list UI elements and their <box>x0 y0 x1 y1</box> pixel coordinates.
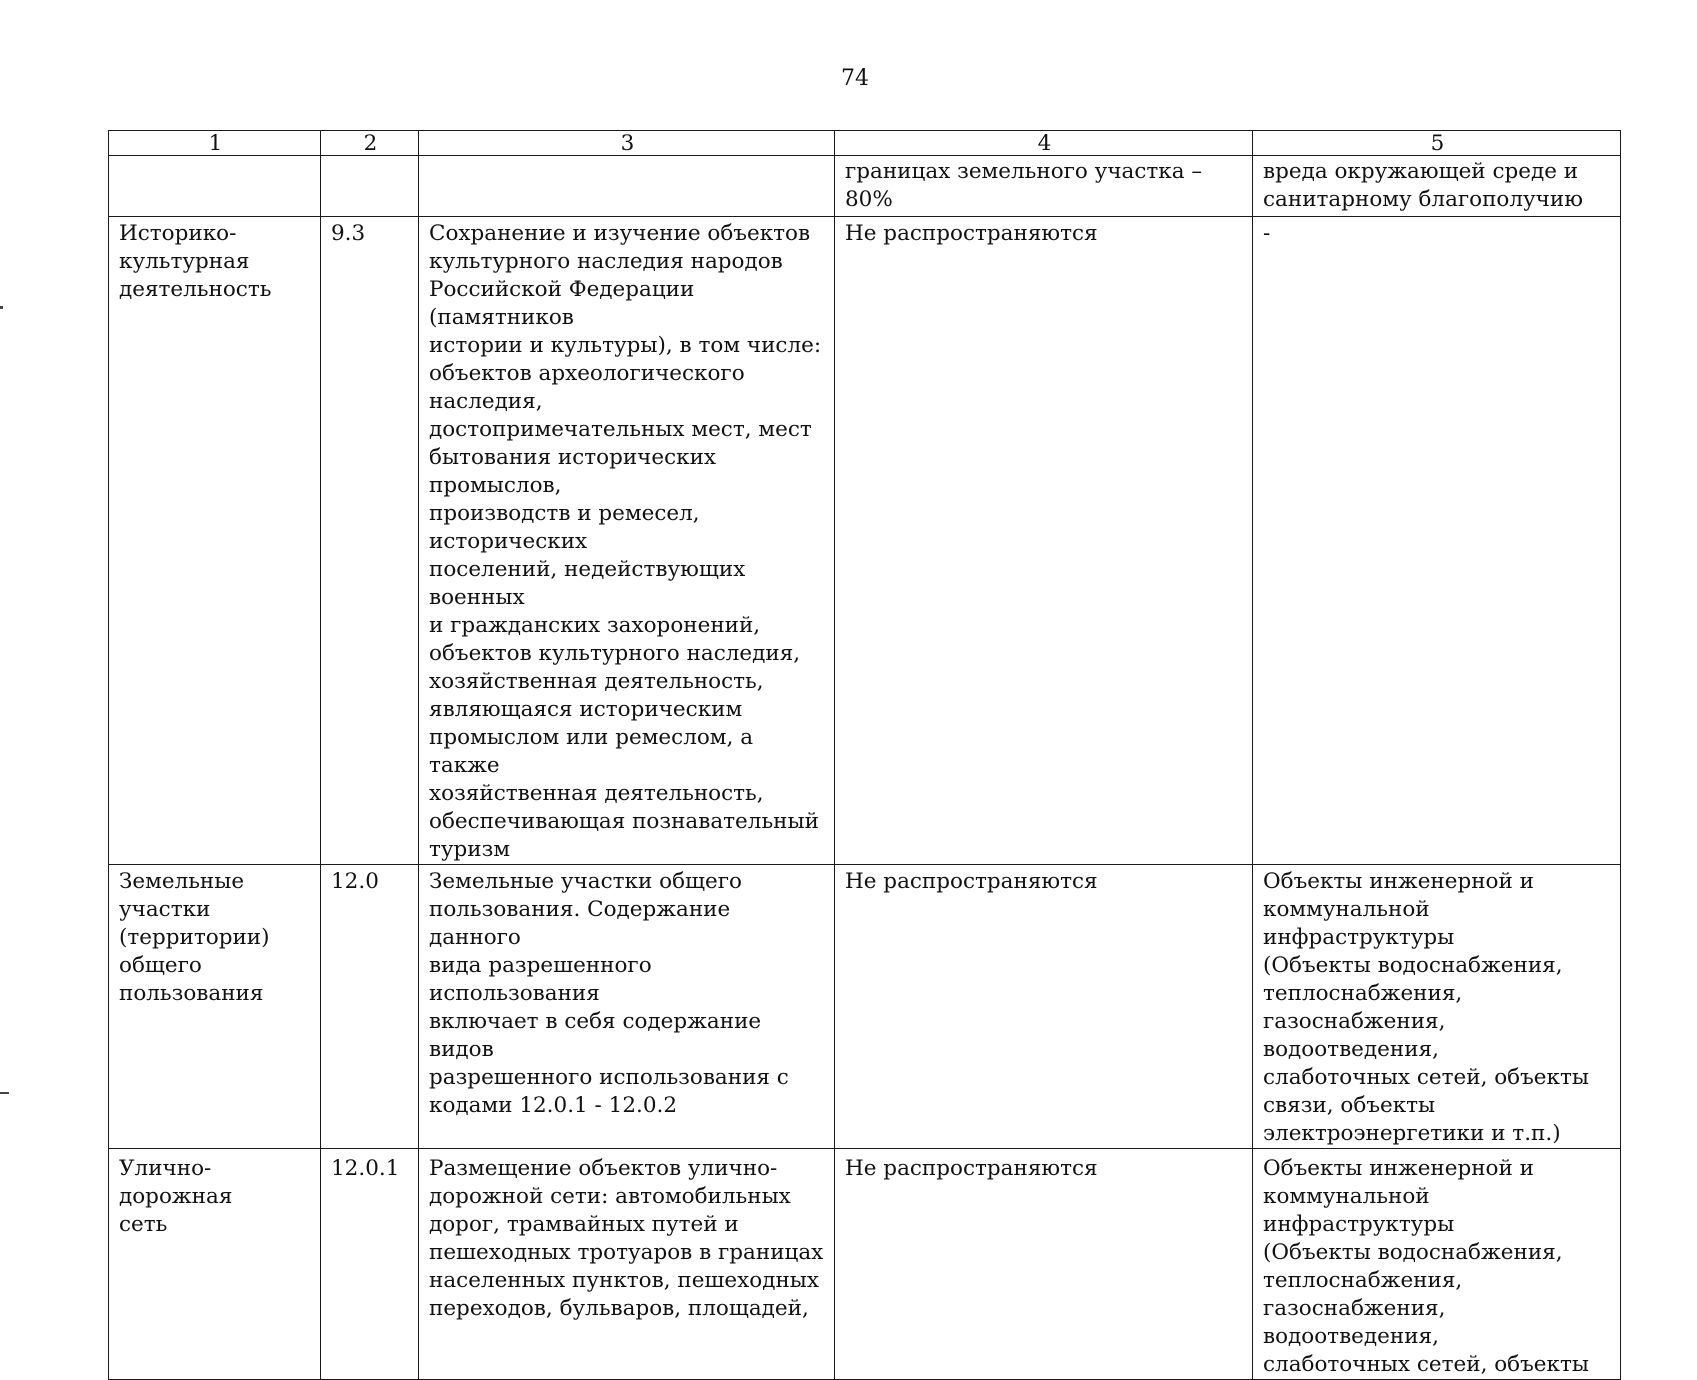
table-row <box>109 1149 1621 1380</box>
scan-edge-mark <box>0 306 3 309</box>
auxiliary-cell: Объекты инженерной и коммунальной инфраструктуры (Объекты водоснабжения, теплоснабжения, газоснабжения, водоотведения, слаботочных сетей, объекты связи, объекты электроэнергетики и т.п.) <box>1253 865 1621 1149</box>
code-cell <box>321 156 419 217</box>
column-header-1: 1 <box>109 131 321 156</box>
description-cell: Размещение объектов улично- дорожной сети: автомобильных дорог, трамвайных путей и пешеходных тротуаров в границах населенных пунктов, пешеходных переходов, бульваров, площадей, <box>419 1149 835 1380</box>
column-header-2: 2 <box>321 131 419 156</box>
use-cell: Улично-дорожная сеть <box>109 1149 321 1380</box>
table-row <box>109 217 1621 865</box>
table-header-row <box>109 131 1621 156</box>
limits-cell: Не распространяются <box>835 1149 1253 1380</box>
column-header-3: 3 <box>419 131 835 156</box>
column-header-4: 4 <box>835 131 1253 156</box>
use-cell: Земельные участки (территории) общего пользования <box>109 865 321 1149</box>
code-cell: 12.0 <box>321 865 419 1149</box>
auxiliary-cell: - <box>1253 217 1621 865</box>
code-cell: 12.0.1 <box>321 1149 419 1380</box>
limits-cell: Не распространяются <box>835 217 1253 865</box>
scan-edge-mark <box>0 1092 9 1094</box>
code-cell: 9.3 <box>321 217 419 865</box>
table-row <box>109 156 1621 217</box>
auxiliary-cell: вреда окружающей среде и санитарному благополучию <box>1253 156 1621 217</box>
use-cell <box>109 156 321 217</box>
use-cell: Историко- культурная деятельность <box>109 217 321 865</box>
table-row <box>109 865 1621 1149</box>
limits-cell: Не распространяются <box>835 865 1253 1149</box>
land-use-table <box>108 130 1621 1380</box>
description-cell: Земельные участки общего пользования. Содержание данного вида разрешенного использования включает в себя содержание видов разрешенного использования с кодами 12.0.1 - 12.0.2 <box>419 865 835 1149</box>
page-number: 74 <box>841 66 869 91</box>
auxiliary-cell: Объекты инженерной и коммунальной инфраструктуры (Объекты водоснабжения, теплоснабжения, газоснабжения, водоотведения, слаботочных сетей, объекты <box>1253 1149 1621 1380</box>
description-cell: Сохранение и изучение объектов культурного наследия народов Российской Федерации (памятников истории и культуры), в том числе: объектов археологического наследия, достопримечательных мест, мест бытования исторических промыслов, производств и ремесел, исторических поселений, недействующих военных и гражданских захоронений, объектов культурного наследия, хозяйственная деятельность, являющаяся историческим промыслом или ремеслом, а также хозяйственная деятельность, обеспечивающая познавательный туризм <box>419 217 835 865</box>
column-header-5: 5 <box>1253 131 1621 156</box>
description-cell <box>419 156 835 217</box>
limits-cell: границах земельного участка – 80% <box>835 156 1253 217</box>
